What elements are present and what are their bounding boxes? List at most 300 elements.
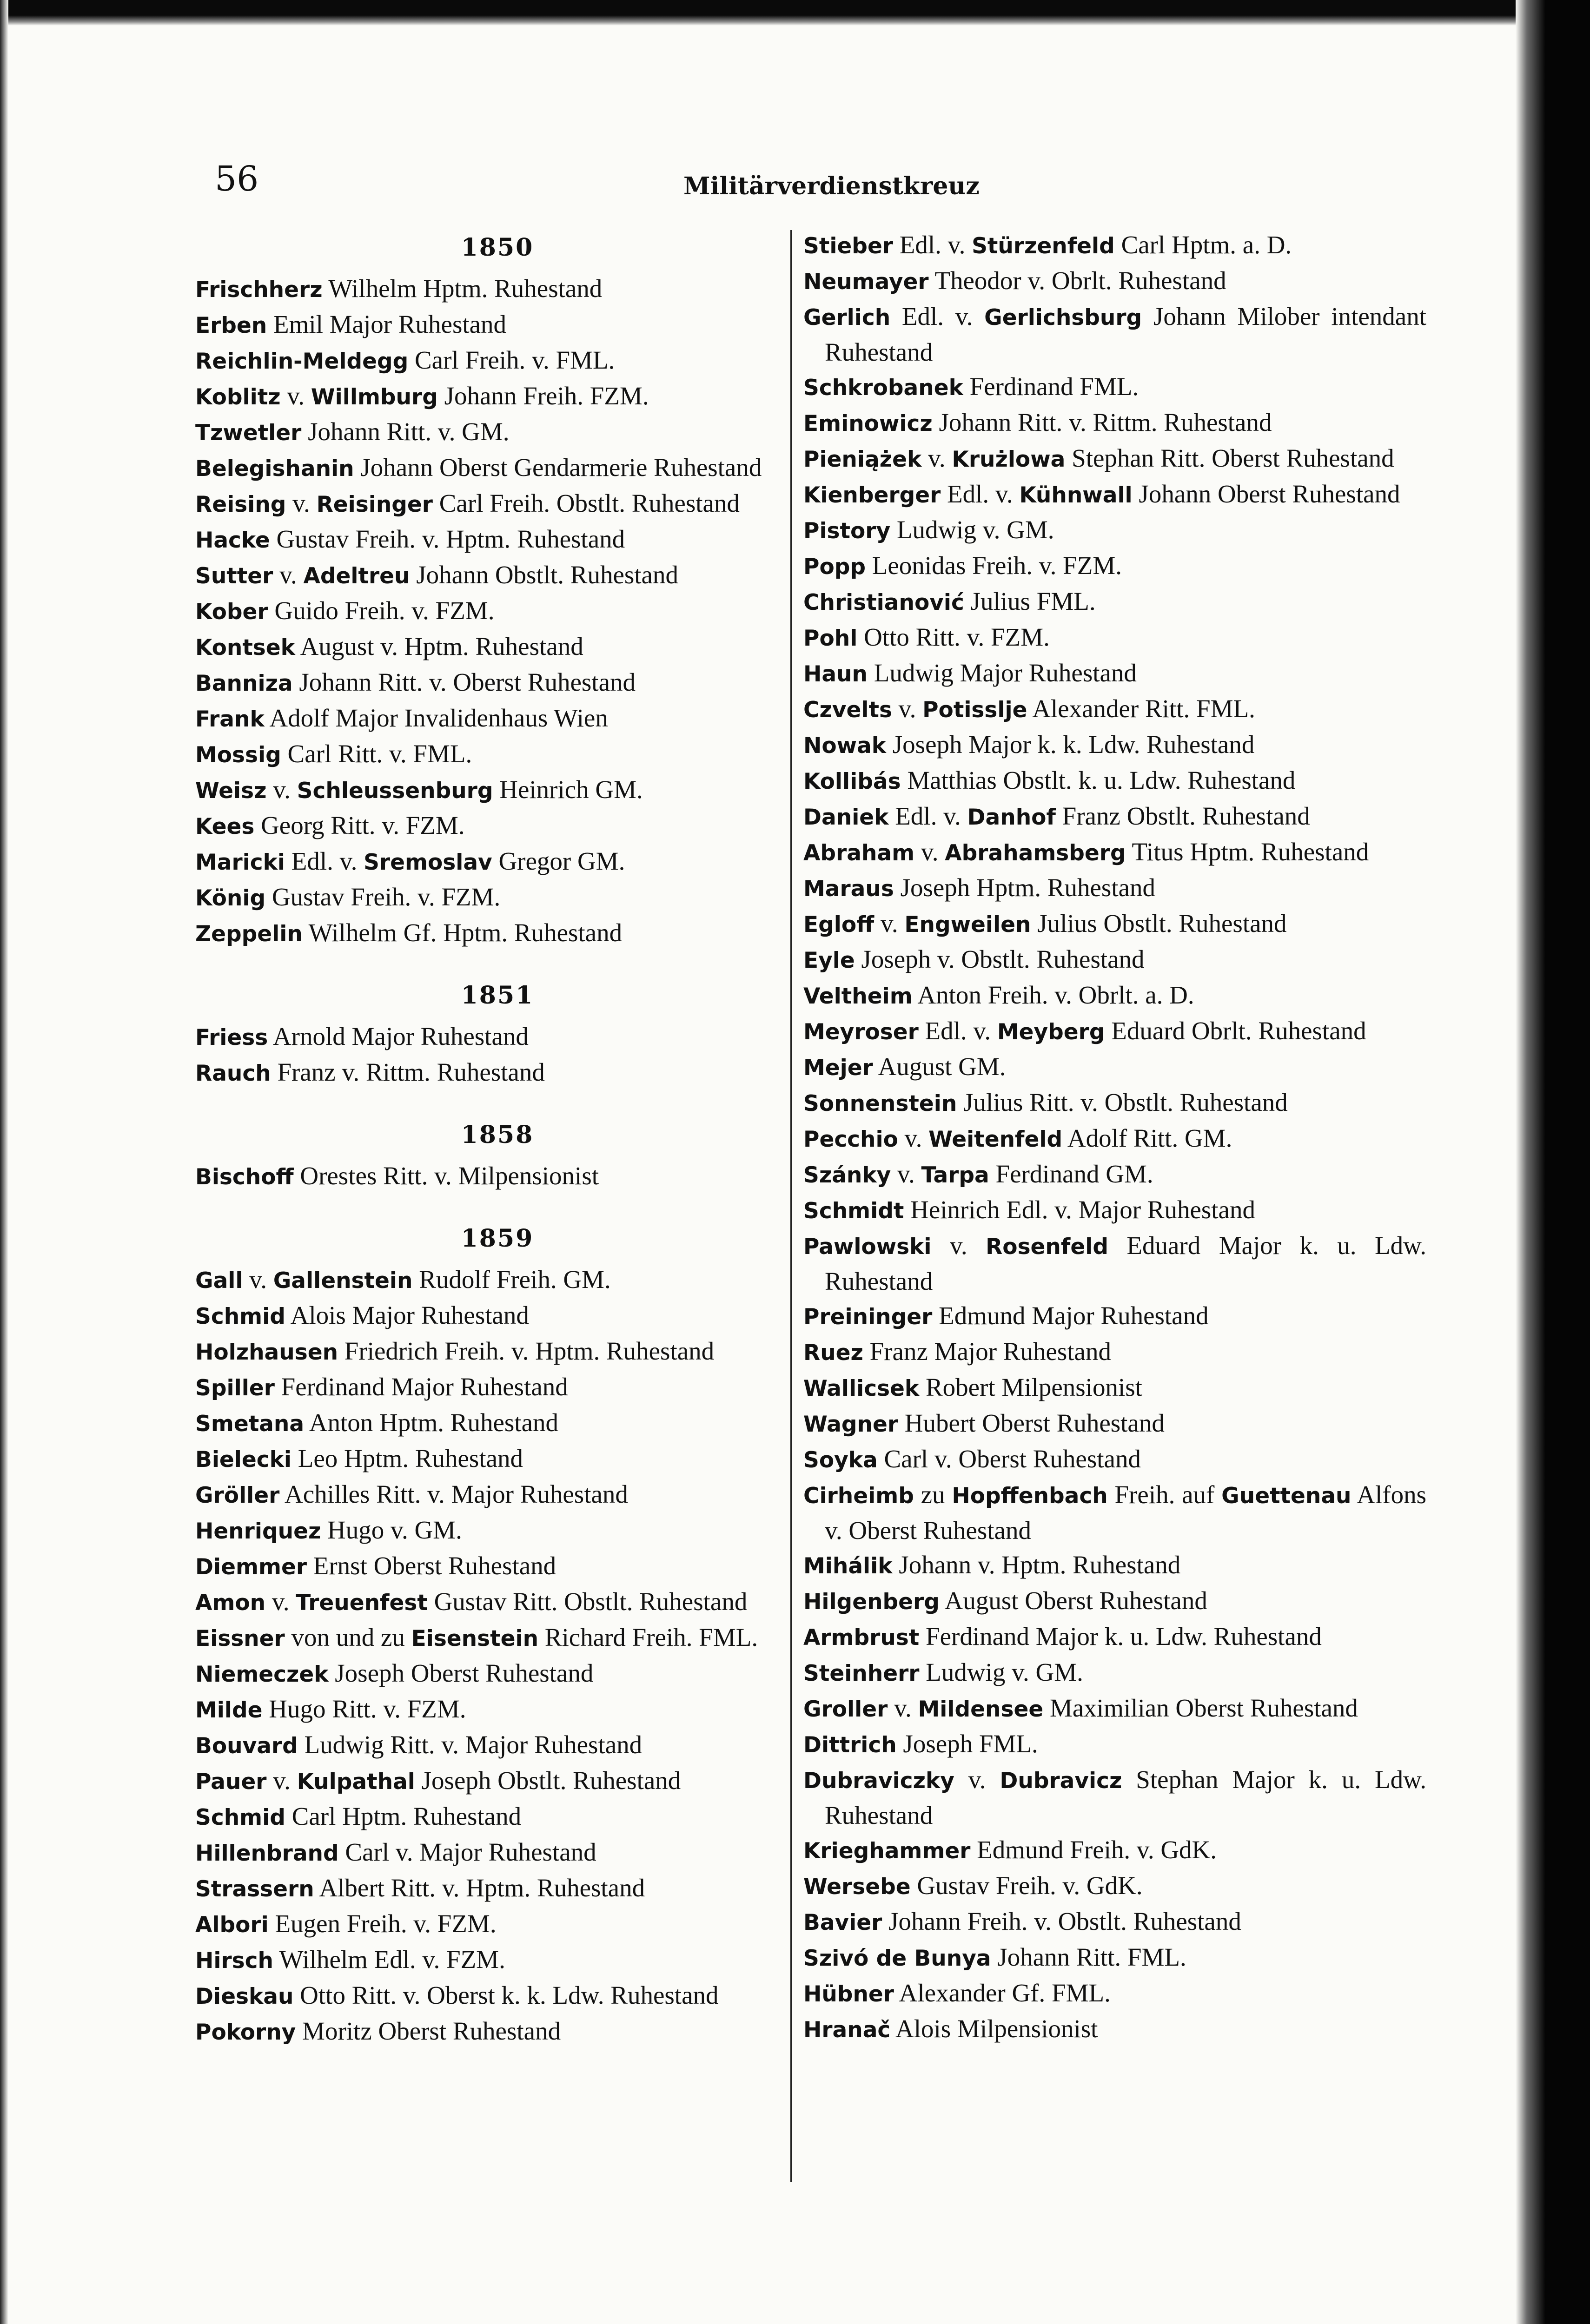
scan-border-right <box>1516 0 1590 2324</box>
list-item <box>195 307 800 343</box>
entry-surname: Abraham <box>803 840 915 866</box>
entry-text: Gustav Freih. v. GdK. <box>910 1871 1143 1900</box>
entry-text: Johann Oberst Ruhestand <box>1132 480 1400 508</box>
entry-surname: Tzwetler <box>195 420 302 446</box>
column-divider <box>790 230 792 2182</box>
entry-surname: Pokorny <box>195 2020 296 2045</box>
entry-text: Edmund Major Ruhestand <box>932 1301 1209 1330</box>
entry-text: Julius FML. <box>964 587 1096 615</box>
entry-text: Joseph Major k. k. Ldw. Ruhestand <box>886 730 1255 759</box>
entry-text: Matthias Obstlt. k. u. Ldw. Ruhestand <box>901 766 1296 794</box>
entry-surname: Mejer <box>803 1055 873 1081</box>
entry-surname: Wersebe <box>803 1874 911 1900</box>
entry-text: Emil Major Ruhestand <box>267 310 507 338</box>
entry-surname: Bischoff <box>195 1164 294 1190</box>
entry-text: Edl. v. <box>893 231 972 259</box>
entry-text: Eduard Obrlt. Ruhestand <box>1105 1017 1366 1045</box>
entry-surname: Dubravicz <box>1000 1768 1122 1794</box>
list-item <box>195 1513 800 1549</box>
list-item <box>803 1228 1426 1299</box>
list-item <box>195 665 800 701</box>
entry-surname: Szánky <box>803 1162 891 1188</box>
entry-text: v. <box>954 1765 1000 1794</box>
entry-surname: Dubraviczky <box>803 1768 954 1794</box>
entry-text: v. <box>243 1265 273 1294</box>
entry-surname: Gallenstein <box>273 1268 413 1294</box>
entry-text: Hugo v. GM. <box>321 1516 462 1544</box>
list-item <box>195 1477 800 1513</box>
entry-surname: Potisslje <box>922 697 1027 723</box>
entry-text: Theodor v. Obrlt. Ruhestand <box>928 266 1226 295</box>
list-item <box>195 1907 800 1942</box>
entry-text: Heinrich GM. <box>493 775 643 804</box>
entry-text: von und zu <box>285 1623 411 1651</box>
entry-surname: Hübner <box>803 1981 894 2007</box>
list-item <box>803 513 1426 548</box>
list-item <box>803 264 1426 299</box>
list-item <box>195 1942 800 1978</box>
list-item <box>803 1548 1426 1584</box>
entry-surname: Sutter <box>195 563 273 589</box>
entry-text: Johann Obstlt. Ruhestand <box>410 561 678 589</box>
entry-surname: Kienberger <box>803 482 941 508</box>
entry-surname: Szivó de Bunya <box>803 1946 991 1971</box>
entry-surname: Rauch <box>195 1061 271 1086</box>
list-item <box>195 486 800 522</box>
list-item <box>803 405 1426 441</box>
entry-surname: Amon <box>195 1590 266 1616</box>
entry-surname: Kontsek <box>195 635 295 660</box>
entry-text: August Oberst Ruhestand <box>939 1586 1207 1615</box>
list-item <box>803 1406 1426 1442</box>
entry-surname: Schleussenburg <box>297 778 493 804</box>
entry-text: Johann Milober intendant Ruhestand <box>825 302 1426 366</box>
list-item <box>195 629 800 665</box>
entry-surname: Engweilen <box>904 912 1031 938</box>
entry-surname: Pohl <box>803 626 858 651</box>
entry-surname: Banniza <box>195 671 293 696</box>
list-item <box>803 1868 1426 1904</box>
entry-text: Edl. v. <box>890 302 985 330</box>
entry-text: Gustav Ritt. Obstlt. Ruhestand <box>427 1587 748 1616</box>
entry-surname: Veltheim <box>803 984 913 1009</box>
entry-text: Johann v. Hptm. Ruhestand <box>892 1551 1181 1579</box>
list-item <box>803 871 1426 906</box>
entry-text: Carl Freih. v. FML. <box>408 346 615 374</box>
entry-text: Titus Hptm. Ruhestand <box>1126 838 1369 866</box>
list-item <box>803 763 1426 799</box>
entry-surname: Reising <box>195 492 286 517</box>
entry-surname: Kulpathal <box>297 1769 415 1795</box>
entry-surname: Reichlin-Meldegg <box>195 349 409 374</box>
entry-surname: Kees <box>195 814 255 839</box>
entry-surname: Haun <box>803 661 868 687</box>
list-item <box>803 799 1426 835</box>
entry-text: zu <box>914 1480 952 1509</box>
entry-surname: Kober <box>195 599 268 625</box>
entry-text: Ernst Oberst Ruhestand <box>307 1552 556 1580</box>
entry-text: Georg Ritt. v. FZM. <box>254 811 465 839</box>
list-item <box>195 1978 800 2014</box>
list-item <box>803 692 1426 727</box>
list-item <box>803 1157 1426 1193</box>
list-item <box>195 1692 800 1728</box>
entry-surname: Pauer <box>195 1769 267 1795</box>
entry-text: v. <box>874 909 905 938</box>
entry-surname: König <box>195 885 266 911</box>
entry-surname: Wagner <box>803 1412 899 1437</box>
entry-text: Wilhelm Edl. v. FZM. <box>273 1945 505 1974</box>
entry-surname: Adeltreu <box>303 563 410 589</box>
list-item <box>803 978 1426 1014</box>
list-item <box>803 1442 1426 1478</box>
year-heading: 1859 <box>461 1224 534 1253</box>
entry-surname: Hopffenbach <box>952 1483 1108 1509</box>
entry-text: v. <box>286 489 317 517</box>
list-item <box>195 379 800 415</box>
entry-text: Leo Hptm. Ruhestand <box>292 1444 523 1472</box>
entry-text: Franz Obstlt. Ruhestand <box>1055 802 1310 830</box>
entry-surname: Pieniążek <box>803 447 922 472</box>
entry-text: August v. Hptm. Ruhestand <box>295 632 583 660</box>
entry-surname: Meyroser <box>803 1019 919 1045</box>
entry-surname: Erben <box>195 313 267 338</box>
list-item <box>803 2012 1426 2047</box>
entry-surname: Cirheimb <box>803 1483 914 1509</box>
entry-surname: Niemeczek <box>195 1662 329 1687</box>
entry-text: Johann Ritt. v. Oberst Ruhestand <box>292 668 636 696</box>
list-item <box>195 1871 800 1907</box>
entry-surname: Eissner <box>195 1626 285 1651</box>
entry-text: Franz v. Rittm. Ruhestand <box>271 1058 545 1086</box>
entry-text: v. <box>892 694 923 723</box>
entry-text: Otto Ritt. v. FZM. <box>857 623 1050 651</box>
entry-surname: Friess <box>195 1025 268 1050</box>
entry-surname: Smetana <box>195 1411 305 1437</box>
scan-border-left <box>0 0 8 2324</box>
list-item <box>195 844 800 880</box>
entry-surname: Danhof <box>967 805 1056 830</box>
entry-text: Joseph Hptm. Ruhestand <box>894 873 1156 902</box>
entry-text: Julius Obstlt. Ruhestand <box>1031 909 1287 938</box>
entry-surname: Weisz <box>195 778 267 804</box>
entry-surname: Belegishanin <box>195 456 354 482</box>
list-item <box>195 1441 800 1477</box>
entry-surname: Weitenfeld <box>928 1127 1063 1152</box>
entry-surname: Willmburg <box>311 384 438 410</box>
list-item <box>803 1193 1426 1228</box>
list-item <box>195 1549 800 1585</box>
list-item <box>803 477 1426 513</box>
list-item <box>803 1478 1426 1548</box>
entry-surname: Sremoslav <box>364 850 492 875</box>
entry-surname: Rosenfeld <box>986 1234 1108 1260</box>
entry-text: Carl Freih. Obstlt. Ruhestand <box>432 489 740 517</box>
entry-surname: Christianović <box>803 590 964 615</box>
year-heading: 1851 <box>461 981 534 1010</box>
entry-text: Ludwig v. GM. <box>919 1658 1083 1686</box>
entry-text: Anton Freih. v. Obrlt. a. D. <box>912 981 1194 1009</box>
entry-text: Carl Hptm. Ruhestand <box>285 1802 522 1830</box>
entry-text: Johann Ritt. FML. <box>991 1943 1186 1971</box>
entry-text: Ferdinand GM. <box>989 1160 1153 1188</box>
list-item <box>195 1656 800 1692</box>
entry-surname: Bavier <box>803 1910 882 1935</box>
entry-surname: Neumayer <box>803 269 929 295</box>
entry-text: Wilhelm Hptm. Ruhestand <box>322 274 603 303</box>
entry-text: Gregor GM. <box>492 847 625 875</box>
list-item <box>195 1262 800 1298</box>
running-head: Militärverdienstkreuz <box>683 172 980 200</box>
entry-surname: Maricki <box>195 850 285 875</box>
entry-text: v. <box>265 1587 296 1616</box>
entry-text: Heinrich Edl. v. Major Ruhestand <box>904 1195 1255 1224</box>
entry-surname: Hranač <box>803 2017 891 2043</box>
entry-surname: Pawlowski <box>803 1234 932 1260</box>
list-item <box>803 1940 1426 1976</box>
entry-surname: Kollibás <box>803 769 901 794</box>
list-item <box>195 343 800 379</box>
entry-surname: Eisenstein <box>411 1626 539 1651</box>
list-item <box>195 1159 800 1195</box>
list-item <box>195 1298 800 1334</box>
list-item <box>803 1085 1426 1121</box>
entry-surname: Hilgenberg <box>803 1589 940 1615</box>
list-item <box>195 594 800 629</box>
list-item <box>803 942 1426 978</box>
list-item <box>803 835 1426 871</box>
entry-surname: Ruez <box>803 1340 863 1366</box>
entry-text: Joseph v. Obstlt. Ruhestand <box>855 945 1145 973</box>
entry-surname: Holzhausen <box>195 1340 338 1365</box>
entry-surname: Mossig <box>195 742 281 768</box>
list-item <box>803 1763 1426 1833</box>
list-item <box>195 1055 800 1091</box>
entry-surname: Gerlichsburg <box>984 305 1142 330</box>
entry-text: Ludwig v. GM. <box>890 515 1054 544</box>
entry-text: v. <box>898 1124 929 1152</box>
entry-text: Ludwig Ritt. v. Major Ruhestand <box>298 1730 643 1759</box>
entry-surname: Eyle <box>803 948 855 973</box>
list-item <box>195 271 800 307</box>
list-item <box>803 1655 1426 1691</box>
entry-surname: Armbrust <box>803 1625 920 1651</box>
entry-surname: Frank <box>195 706 265 732</box>
entry-text: Freih. auf <box>1107 1480 1222 1509</box>
list-item <box>195 1019 800 1055</box>
list-item <box>803 656 1426 692</box>
entry-surname: Popp <box>803 554 866 580</box>
entry-text: Franz Major Ruhestand <box>863 1337 1111 1366</box>
entry-text: Ludwig Major Ruhestand <box>867 659 1137 687</box>
year-heading: 1850 <box>461 233 534 262</box>
entry-surname: Krużlowa <box>952 447 1066 472</box>
list-item <box>195 1585 800 1620</box>
entry-surname: Schmid <box>195 1805 285 1830</box>
entry-surname: Hacke <box>195 528 270 553</box>
list-item <box>195 1763 800 1799</box>
entry-surname: Guettenau <box>1221 1483 1352 1509</box>
entry-text: Arnold Major Ruhestand <box>268 1022 529 1050</box>
page-number: 56 <box>215 159 259 199</box>
left-column <box>195 228 800 2050</box>
list-item <box>803 1121 1426 1157</box>
list-item <box>195 701 800 737</box>
entry-text: Edl. v. <box>888 802 967 830</box>
entry-surname: Stieber <box>803 233 894 259</box>
list-item <box>195 558 800 594</box>
entry-text: Moritz Oberst Ruhestand <box>296 2017 561 2045</box>
entry-text: Achilles Ritt. v. Major Ruhestand <box>279 1480 628 1508</box>
entry-surname: Krieghammer <box>803 1838 971 1864</box>
entry-surname: Hirsch <box>195 1948 273 1974</box>
entry-text: Robert Milpensionist <box>919 1373 1142 1401</box>
entry-text: Friedrich Freih. v. Hptm. Ruhestand <box>338 1337 715 1365</box>
entry-text: v. <box>921 444 952 472</box>
entry-text: Johann Ritt. v. GM. <box>301 417 510 446</box>
entry-text: Ferdinand FML. <box>963 372 1139 401</box>
entry-text: Edmund Freih. v. GdK. <box>970 1835 1217 1864</box>
entry-text: Johann Freih. FZM. <box>437 382 649 410</box>
entry-text: Hugo Ritt. v. FZM. <box>262 1695 466 1723</box>
entry-text: Johann Ritt. v. Rittm. Ruhestand <box>932 408 1272 436</box>
entry-surname: Dittrich <box>803 1732 897 1758</box>
list-item <box>195 1620 800 1656</box>
entry-text: Alois Major Ruhestand <box>285 1301 529 1329</box>
entry-text: v. <box>888 1694 918 1722</box>
entry-text: v. <box>931 1231 986 1260</box>
entry-surname: Frischherz <box>195 277 323 303</box>
entry-surname: Nowak <box>803 733 887 759</box>
entry-text: Edl. v. <box>941 480 1020 508</box>
entry-text: Adolf Major Invalidenhaus Wien <box>264 704 608 732</box>
entry-text: Guido Freih. v. FZM. <box>268 596 495 625</box>
list-item <box>803 1014 1426 1050</box>
entry-text: Eduard Major k. u. Ldw. Ruhestand <box>825 1231 1426 1295</box>
list-item <box>195 772 800 808</box>
list-item <box>803 1691 1426 1727</box>
scan-border-top <box>0 0 1590 26</box>
list-item <box>803 1334 1426 1370</box>
entry-text: Richard Freih. FML. <box>538 1623 758 1651</box>
list-item <box>803 1584 1426 1619</box>
entry-text: Maximilian Oberst Ruhestand <box>1043 1694 1358 1722</box>
entry-text: Carl v. Major Ruhestand <box>338 1838 596 1866</box>
list-item <box>803 548 1426 584</box>
entry-text: Gustav Freih. v. FZM. <box>265 883 501 911</box>
entry-surname: Preininger <box>803 1304 933 1330</box>
entry-text: Wilhelm Gf. Hptm. Ruhestand <box>302 918 623 947</box>
entry-text: v. <box>266 1766 297 1795</box>
list-item <box>195 522 800 558</box>
entry-text: Otto Ritt. v. Oberst k. k. Ldw. Ruhestand <box>293 1981 719 2009</box>
entry-surname: Zeppelin <box>195 921 303 947</box>
entry-surname: Sonnenstein <box>803 1091 957 1116</box>
list-item <box>803 441 1426 477</box>
entry-text: Joseph Obstlt. Ruhestand <box>415 1766 681 1795</box>
list-item <box>803 1050 1426 1085</box>
entry-surname: Tarpa <box>921 1162 989 1188</box>
list-item <box>803 228 1426 264</box>
entry-text: Orestes Ritt. v. Milpensionist <box>293 1162 599 1190</box>
entry-surname: Reisinger <box>316 492 433 517</box>
list-item <box>803 727 1426 763</box>
entry-text: Carl Hptm. a. D. <box>1114 231 1292 259</box>
list-item <box>195 1728 800 1763</box>
list-item <box>195 1835 800 1871</box>
entry-text: August GM. <box>873 1052 1006 1081</box>
list-item <box>803 370 1426 405</box>
entry-surname: Schkrobanek <box>803 375 963 401</box>
entry-surname: Groller <box>803 1697 888 1722</box>
entry-surname: Pecchio <box>803 1127 898 1152</box>
list-item <box>803 1976 1426 2012</box>
entry-text: Johann Freih. v. Obstlt. Ruhestand <box>882 1907 1241 1935</box>
entry-text: Carl Ritt. v. FML. <box>281 739 472 768</box>
entry-surname: Diemmer <box>195 1554 307 1580</box>
list-item <box>195 1406 800 1441</box>
entry-surname: Maraus <box>803 876 894 902</box>
entry-surname: Henriquez <box>195 1519 321 1544</box>
list-item <box>803 1299 1426 1334</box>
entry-text: v. <box>273 561 304 589</box>
entry-surname: Schmid <box>195 1304 285 1329</box>
entry-text: Adolf Ritt. GM. <box>1062 1124 1232 1152</box>
entry-surname: Mildensee <box>918 1697 1044 1722</box>
entry-surname: Gröller <box>195 1483 280 1508</box>
entry-surname: Wallicsek <box>803 1376 920 1401</box>
list-item <box>195 1334 800 1370</box>
list-item <box>803 1727 1426 1763</box>
entry-text: v. <box>266 775 297 804</box>
entry-surname: Albori <box>195 1912 269 1938</box>
entry-surname: Gall <box>195 1268 243 1294</box>
entry-surname: Kühnwall <box>1019 482 1133 508</box>
list-item <box>803 584 1426 620</box>
entry-surname: Daniek <box>803 805 889 830</box>
entry-text: Leonidas Freih. v. FZM. <box>866 551 1122 580</box>
entry-surname: Soyka <box>803 1447 878 1473</box>
entry-text: Anton Hptm. Ruhestand <box>304 1408 559 1437</box>
entry-text: Alfons v. Oberst Ruhestand <box>825 1480 1427 1545</box>
entry-text: v. <box>280 382 311 410</box>
list-item <box>195 808 800 844</box>
entry-text: Ferdinand Major k. u. Ldw. Ruhestand <box>919 1622 1322 1651</box>
entry-surname: Spiller <box>195 1375 275 1401</box>
entry-text: Stephan Ritt. Oberst Ruhestand <box>1065 444 1394 472</box>
entry-text: Ferdinand Major Ruhestand <box>274 1373 568 1401</box>
entry-text: Alexander Ritt. FML. <box>1027 694 1255 723</box>
list-item <box>803 1370 1426 1406</box>
list-item <box>195 415 800 450</box>
entry-surname: Treuenfest <box>296 1590 428 1616</box>
entry-text: Rudolf Freih. GM. <box>412 1265 611 1294</box>
entry-text: Edl. v. <box>918 1017 997 1045</box>
right-column <box>803 228 1426 2047</box>
entry-text: Hubert Oberst Ruhestand <box>898 1409 1165 1437</box>
entry-text: Alexander Gf. FML. <box>894 1979 1111 2007</box>
entry-surname: Abrahamsberg <box>945 840 1126 866</box>
list-item <box>195 916 800 951</box>
entry-surname: Dieskau <box>195 1984 294 2009</box>
list-item <box>803 1904 1426 1940</box>
entry-text: Julius Ritt. v. Obstlt. Ruhestand <box>957 1088 1288 1116</box>
entry-surname: Milde <box>195 1697 263 1723</box>
entry-text: Albert Ritt. v. Hptm. Ruhestand <box>314 1874 645 1902</box>
entry-text: Edl. v. <box>285 847 364 875</box>
entry-surname: Koblitz <box>195 384 281 410</box>
entry-surname: Meyberg <box>997 1019 1105 1045</box>
